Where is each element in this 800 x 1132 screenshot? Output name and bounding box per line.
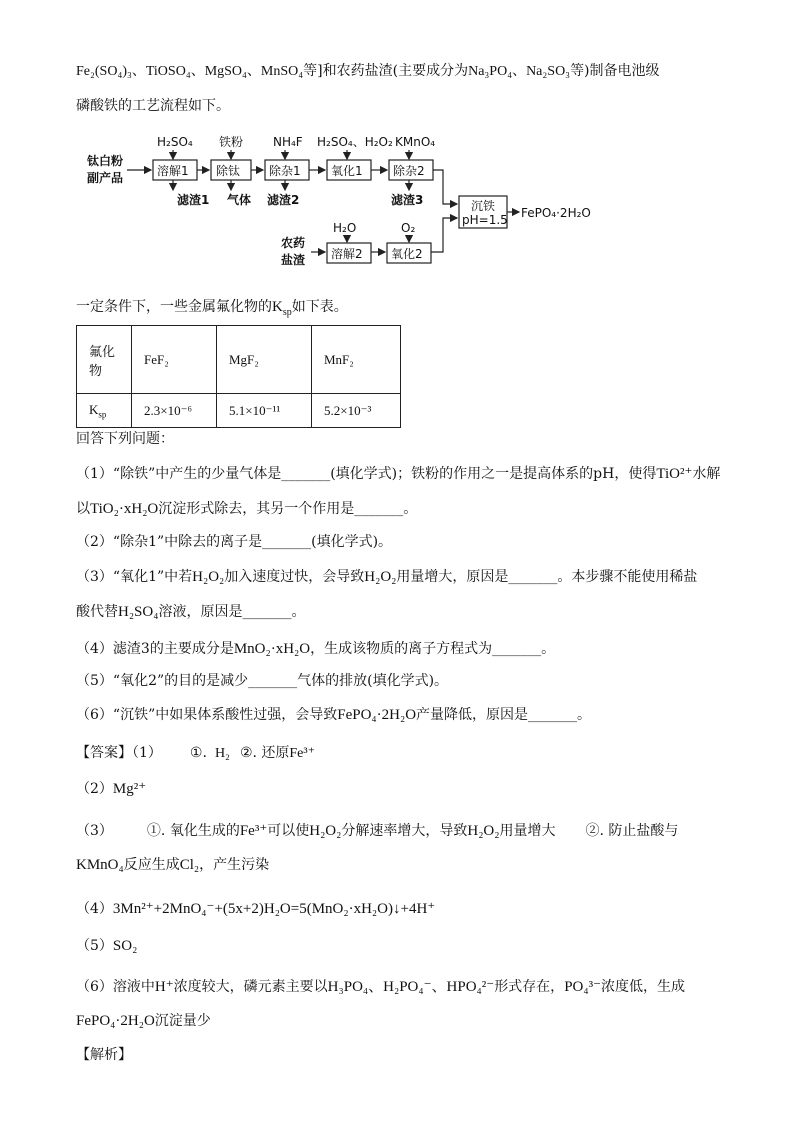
answer-label: 【答案】（1）	[76, 745, 162, 761]
byproduct-residue1: 滤渣1	[177, 193, 210, 207]
ksp-table-header-row	[77, 326, 401, 394]
reagent-kmno4: KMnO₄	[395, 135, 436, 149]
step-remove-ti: 除钛	[216, 164, 241, 178]
ksp-intro-prefix: 一定条件下，一些金属氟化物的	[76, 299, 272, 315]
answer-3-line-1: （3） ①. 氧化生成的Fe³⁺可以使H₂O₂分解速率增大，导致H₂O₂用量增大 ②. 防止盐酸与	[76, 823, 679, 839]
answer-1: 【答案】（1） ①. H₂ ②. 还原Fe³⁺	[76, 745, 315, 761]
reagent-o2: O₂	[401, 221, 416, 235]
product-fepo4: FePO₄·2H₂O	[521, 206, 591, 220]
step-oxidize1: 氧化1	[331, 164, 363, 178]
answer-5: （5）SO₂	[76, 938, 138, 954]
ksp-value-mnf2: 5.2×10⁻³	[312, 394, 401, 428]
answer-3-line-2: KMnO₄反应生成Cl₂，产生污染	[76, 857, 270, 873]
byproduct-residue3: 滤渣3	[391, 193, 424, 207]
byproduct-residue2: 滤渣2	[267, 193, 300, 207]
intro-line-1	[76, 62, 660, 81]
step-dissolve2: 溶解2	[331, 247, 363, 261]
ksp-value-fef2: 2.3×10⁻⁶	[132, 394, 217, 428]
step-oxidize2: 氧化2	[391, 247, 423, 261]
ksp-value-mgf2: 5.1×10⁻¹¹	[217, 394, 312, 428]
reagent-h2so4: H₂SO₄	[157, 135, 193, 149]
feed2-label-1: 农药	[281, 236, 306, 250]
feed1-label-2: 副产品	[87, 171, 124, 185]
step-ph-condition: pH=1.5	[462, 213, 508, 227]
step-impurity2: 除杂2	[393, 164, 425, 178]
question-1-line-2: 以TiO₂·xH₂O沉淀形式除去，其另一个作用是_______。	[76, 501, 418, 517]
ksp-header-label: 氟化 物	[77, 326, 132, 394]
step-precipitate-iron: 沉铁	[471, 199, 496, 213]
process-flowchart	[85, 132, 645, 280]
reagent-nh4f: NH₄F	[273, 135, 303, 149]
questions-prompt: 回答下列问题：	[76, 431, 174, 447]
intro-line-2: 磷酸铁的工艺流程如下。	[76, 98, 230, 114]
answer-4: （4）3Mn²⁺+2MnO₄⁻+(5x+2)H₂O=5(MnO₂·xH₂O)↓+4H⁺	[76, 901, 436, 917]
ksp-table-value-row	[77, 394, 401, 428]
reagent-iron-powder: 铁粉	[219, 135, 244, 149]
feed1-label-1: 钛白粉	[87, 154, 124, 168]
ksp-header-fef2: FeF₂	[132, 326, 217, 394]
ionic-equation: 3Mn²⁺+2MnO₄⁻+(5x+2)H₂O=5(MnO₂·xH₂O)↓+4H⁺	[112, 901, 436, 917]
question-4: （4）滤渣3的主要成分是MnO₂·xH₂O，生成该物质的离子方程式为_______。	[76, 641, 556, 657]
step-dissolve1: 溶解1	[157, 164, 189, 178]
ksp-intro-suffix: 如下表。	[291, 299, 348, 315]
analysis-label: 【解析】	[76, 1047, 132, 1063]
question-1-line-1: （1）“除铁”中产生的少量气体是_______(填化学式)；铁粉的作用之一是提高体系的pH，使得TiO²⁺水解	[76, 466, 721, 482]
feed2-label-2: 盐渣	[281, 253, 306, 267]
intro-text-1: 等]和农药盐渣(主要成分为	[303, 63, 469, 79]
question-2: （2）“除杂1”中除去的离子是_______(填化学式)。	[76, 534, 393, 550]
ksp-row-label: $K_{sp}$	[77, 394, 132, 428]
answer-2: （2）Mg²⁺	[76, 781, 147, 797]
byproduct-gas: 气体	[227, 193, 252, 207]
question-5: （5）“氧化2”的目的是减少_______气体的排放(填化学式)。	[76, 673, 449, 689]
tio2-formula: TiO₂·xH₂O	[90, 501, 159, 517]
question-3-line-1: （3）“氧化1”中若H₂O₂加入速度过快，会导致H₂O₂用量增大，原因是_______。本步骤不能使用稀盐	[76, 569, 698, 585]
ksp-symbol-sub: sp	[282, 306, 292, 318]
answer-6-line-1: （6）溶液中H⁺浓度较大，磷元素主要以H₃PO₄、H₂PO₄⁻、HPO₄²⁻形式存在，PO₄³⁻浓度低，生成	[76, 979, 686, 995]
intro-formula-2: Na₃PO₄、Na₂SO₃	[468, 64, 571, 79]
ksp-header-mnf2: MnF₂	[312, 326, 401, 394]
reagent-h2o: H₂O	[333, 221, 357, 235]
step-impurity1: 除杂1	[269, 164, 301, 178]
answer-6-line-2: FePO₄·2H₂O沉淀量少	[76, 1013, 211, 1029]
intro-text-1b: 等)制备电池级	[570, 63, 660, 79]
ksp-header-mgf2: MgF₂	[217, 326, 312, 394]
ksp-intro	[76, 298, 348, 322]
ksp-table	[76, 325, 401, 428]
intro-formula-1: Fe₂(SO₄)₃、TiOSO₄、MgSO₄、MnSO₄	[76, 64, 304, 79]
question-6: （6）“沉铁”中如果体系酸性过强，会导致FePO₄·2H₂O产量降低，原因是_______。	[76, 707, 592, 723]
ksp-symbol: K	[272, 299, 283, 315]
question-3-line-2: 酸代替H₂SO₄溶液，原因是_______。	[76, 604, 306, 620]
reagent-h2so4-h2o2: H₂SO₄、H₂O₂	[317, 135, 393, 149]
tio2plus-formula: TiO²⁺	[656, 466, 693, 482]
